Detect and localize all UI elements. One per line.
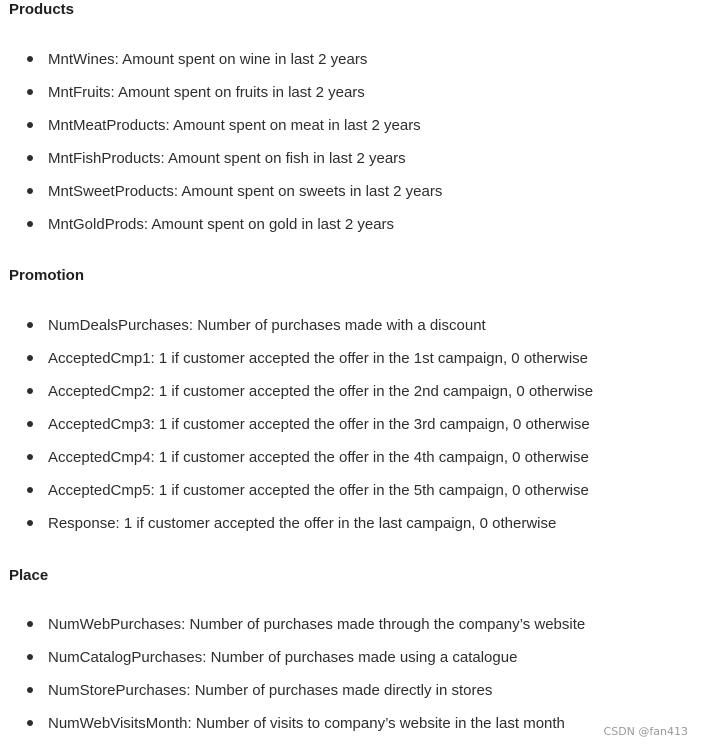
list-item-text: NumDealsPurchases: Number of purchases made with a discount [48, 317, 486, 334]
list-item [27, 49, 367, 71]
list-item-text: NumStorePurchases: Number of purchases made directly in stores [48, 682, 493, 699]
bullet-icon [27, 720, 33, 726]
bullet-icon [27, 487, 33, 493]
list-item-text: MntFruits: Amount spent on fruits in last 2 years [48, 84, 365, 101]
list-item-text: MntWines: Amount spent on wine in last 2 years [48, 51, 368, 68]
bullet-icon [27, 89, 33, 95]
list-item-text: AcceptedCmp1: 1 if customer accepted the offer in the 1st campaign, 0 otherwise [48, 350, 589, 367]
bullet-icon [27, 687, 33, 693]
list-item [27, 414, 590, 436]
list-item [27, 680, 492, 702]
list-item [27, 614, 585, 636]
list-item-text: MntFishProducts: Amount spent on fish in last 2 years [48, 150, 406, 167]
bullet-icon [27, 388, 33, 394]
list-item [27, 115, 421, 137]
list-item [27, 348, 588, 370]
list-item [27, 647, 517, 669]
list-item [27, 381, 593, 403]
bullet-icon [27, 122, 33, 128]
bullet-icon [27, 188, 33, 194]
bullet-icon [27, 520, 33, 526]
list-item [27, 513, 556, 535]
list-item-text: AcceptedCmp2: 1 if customer accepted the offer in the 2nd campaign, 0 otherwise [48, 383, 594, 400]
section-title-promotion: Promotion [9, 267, 84, 284]
bullet-icon [27, 454, 33, 460]
list-item-text: MntSweetProducts: Amount spent on sweets in last 2 years [48, 183, 443, 200]
list-item-text: NumWebPurchases: Number of purchases made through the company’s website [48, 616, 586, 633]
list-item-text: Response: 1 if customer accepted the offer in the last campaign, 0 otherwise [48, 515, 557, 532]
section-title-place: Place [9, 567, 49, 584]
list-item-text: AcceptedCmp5: 1 if customer accepted the offer in the 5th campaign, 0 otherwise [48, 482, 589, 499]
list-item [27, 480, 589, 502]
list-item-text: NumWebVisitsMonth: Number of visits to company’s website in the last month [48, 715, 565, 732]
list-item-text: MntMeatProducts: Amount spent on meat in last 2 years [48, 117, 421, 134]
bullet-icon [27, 221, 33, 227]
list-item-text: AcceptedCmp3: 1 if customer accepted the offer in the 3rd campaign, 0 otherwise [48, 416, 590, 433]
list-item [27, 148, 406, 170]
bullet-icon [27, 56, 33, 62]
bullet-icon [27, 621, 33, 627]
list-item-text: AcceptedCmp4: 1 if customer accepted the offer in the 4th campaign, 0 otherwise [48, 449, 589, 466]
list-item [27, 447, 589, 469]
bullet-icon [27, 421, 33, 427]
list-item-text: NumCatalogPurchases: Number of purchases made using a catalogue [48, 649, 518, 666]
list-item [27, 214, 394, 236]
bullet-icon [27, 654, 33, 660]
watermark: CSDN @fan413 [603, 725, 688, 738]
bullet-icon [27, 322, 33, 328]
list-item [27, 713, 565, 735]
bullet-icon [27, 355, 33, 361]
list-item-text: MntGoldProds: Amount spent on gold in last 2 years [48, 216, 395, 233]
section-title-products: Products [9, 1, 75, 18]
list-item [27, 181, 442, 203]
bullet-icon [27, 155, 33, 161]
list-item [27, 82, 365, 104]
list-item [27, 315, 486, 337]
